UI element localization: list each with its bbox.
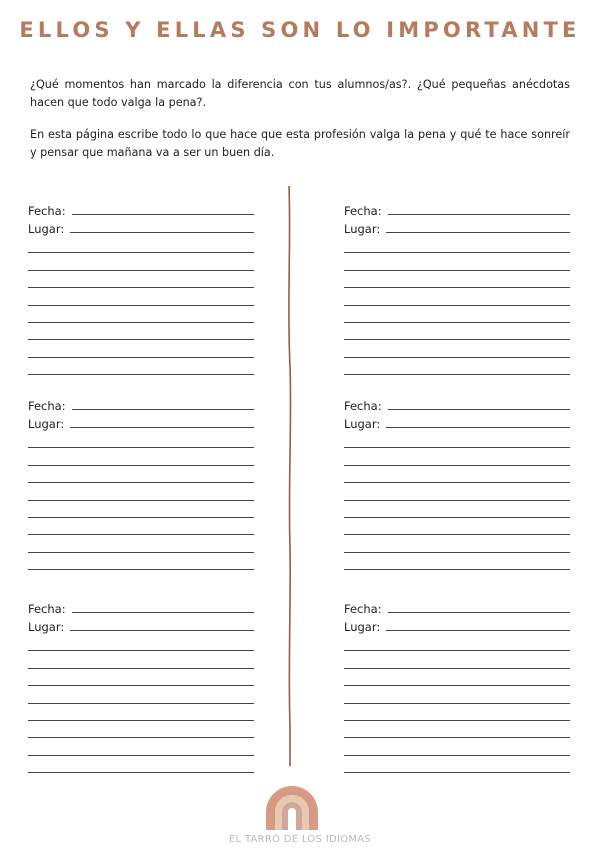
date-blank[interactable] xyxy=(72,214,254,215)
writing-line[interactable] xyxy=(344,466,570,483)
date-label: Fecha: xyxy=(344,602,382,616)
writing-line[interactable] xyxy=(28,483,254,500)
place-label: Lugar: xyxy=(344,222,381,236)
rainbow-logo-icon xyxy=(262,782,322,830)
writing-line[interactable] xyxy=(28,236,254,253)
place-blank[interactable] xyxy=(386,427,570,428)
place-label: Lugar: xyxy=(28,417,65,431)
date-blank[interactable] xyxy=(72,612,254,613)
page-title: ELLOS Y ELLAS SON LO IMPORTANTE xyxy=(19,18,581,42)
date-field[interactable] xyxy=(344,395,570,413)
date-blank[interactable] xyxy=(388,214,570,215)
vertical-divider xyxy=(278,186,302,766)
writing-line[interactable] xyxy=(28,518,254,535)
writing-line[interactable] xyxy=(28,721,254,738)
writing-line[interactable] xyxy=(344,358,570,375)
date-field[interactable] xyxy=(28,200,254,218)
writing-line[interactable] xyxy=(344,306,570,323)
writing-line[interactable] xyxy=(28,738,254,755)
writing-line[interactable] xyxy=(344,756,570,773)
writing-line[interactable] xyxy=(344,553,570,570)
writing-line[interactable] xyxy=(28,253,254,270)
entry-block xyxy=(28,598,254,773)
writing-line[interactable] xyxy=(344,634,570,651)
writing-line[interactable] xyxy=(344,738,570,755)
entry-block xyxy=(344,395,570,570)
date-field[interactable] xyxy=(344,200,570,218)
place-label: Lugar: xyxy=(344,417,381,431)
place-field[interactable] xyxy=(344,218,570,236)
writing-line[interactable] xyxy=(344,535,570,552)
writing-line[interactable] xyxy=(28,323,254,340)
writing-line[interactable] xyxy=(344,721,570,738)
writing-line[interactable] xyxy=(28,340,254,357)
writing-line[interactable] xyxy=(28,686,254,703)
writing-line[interactable] xyxy=(344,288,570,305)
writing-line[interactable] xyxy=(28,634,254,651)
writing-line[interactable] xyxy=(28,466,254,483)
writing-line[interactable] xyxy=(28,306,254,323)
place-field[interactable] xyxy=(344,616,570,634)
place-blank[interactable] xyxy=(386,232,570,233)
writing-line[interactable] xyxy=(28,669,254,686)
writing-line[interactable] xyxy=(344,340,570,357)
place-field[interactable] xyxy=(344,413,570,431)
writing-line[interactable] xyxy=(344,686,570,703)
place-blank[interactable] xyxy=(70,232,254,233)
writing-line[interactable] xyxy=(28,553,254,570)
date-field[interactable] xyxy=(28,395,254,413)
writing-line[interactable] xyxy=(28,431,254,448)
writing-line[interactable] xyxy=(344,271,570,288)
place-field[interactable] xyxy=(28,616,254,634)
writing-line[interactable] xyxy=(28,651,254,668)
date-label: Fecha: xyxy=(28,204,66,218)
writing-line[interactable] xyxy=(344,323,570,340)
writing-line[interactable] xyxy=(28,271,254,288)
date-blank[interactable] xyxy=(388,612,570,613)
writing-line[interactable] xyxy=(344,518,570,535)
place-label: Lugar: xyxy=(28,620,65,634)
intro-paragraph-2: En esta página escribe todo lo que hace que esta profesión valga la pena y qué te hace sonreír y pensar que mañana va a ser un buen día. xyxy=(30,128,570,159)
writing-line[interactable] xyxy=(344,431,570,448)
place-blank[interactable] xyxy=(386,630,570,631)
writing-line[interactable] xyxy=(344,483,570,500)
place-label: Lugar: xyxy=(344,620,381,634)
writing-line[interactable] xyxy=(344,448,570,465)
writing-line[interactable] xyxy=(344,651,570,668)
intro-paragraph-1: ¿Qué momentos han marcado la diferencia con tus alumnos/as?. ¿Qué pequeñas anécdotas hacen que todo valga la pena?. xyxy=(30,78,570,109)
place-blank[interactable] xyxy=(70,630,254,631)
entry-block xyxy=(28,395,254,570)
writing-line[interactable] xyxy=(28,448,254,465)
place-field[interactable] xyxy=(28,218,254,236)
writing-line[interactable] xyxy=(344,253,570,270)
date-blank[interactable] xyxy=(72,409,254,410)
writing-line[interactable] xyxy=(28,704,254,721)
footer-brand: EL TARRO DE LOS IDIOMAS xyxy=(228,834,372,845)
writing-line[interactable] xyxy=(28,501,254,518)
date-blank[interactable] xyxy=(388,409,570,410)
date-label: Fecha: xyxy=(344,399,382,413)
writing-line[interactable] xyxy=(344,704,570,721)
date-field[interactable] xyxy=(344,598,570,616)
date-field[interactable] xyxy=(28,598,254,616)
place-blank[interactable] xyxy=(70,427,254,428)
writing-line[interactable] xyxy=(344,669,570,686)
writing-line[interactable] xyxy=(28,756,254,773)
writing-line[interactable] xyxy=(28,358,254,375)
entry-block xyxy=(344,598,570,773)
writing-line[interactable] xyxy=(28,288,254,305)
place-field[interactable] xyxy=(28,413,254,431)
writing-line[interactable] xyxy=(28,535,254,552)
date-label: Fecha: xyxy=(28,602,66,616)
writing-line[interactable] xyxy=(344,236,570,253)
entry-block xyxy=(28,200,254,375)
date-label: Fecha: xyxy=(344,204,382,218)
place-label: Lugar: xyxy=(28,222,65,236)
date-label: Fecha: xyxy=(28,399,66,413)
writing-line[interactable] xyxy=(344,501,570,518)
entry-block xyxy=(344,200,570,375)
